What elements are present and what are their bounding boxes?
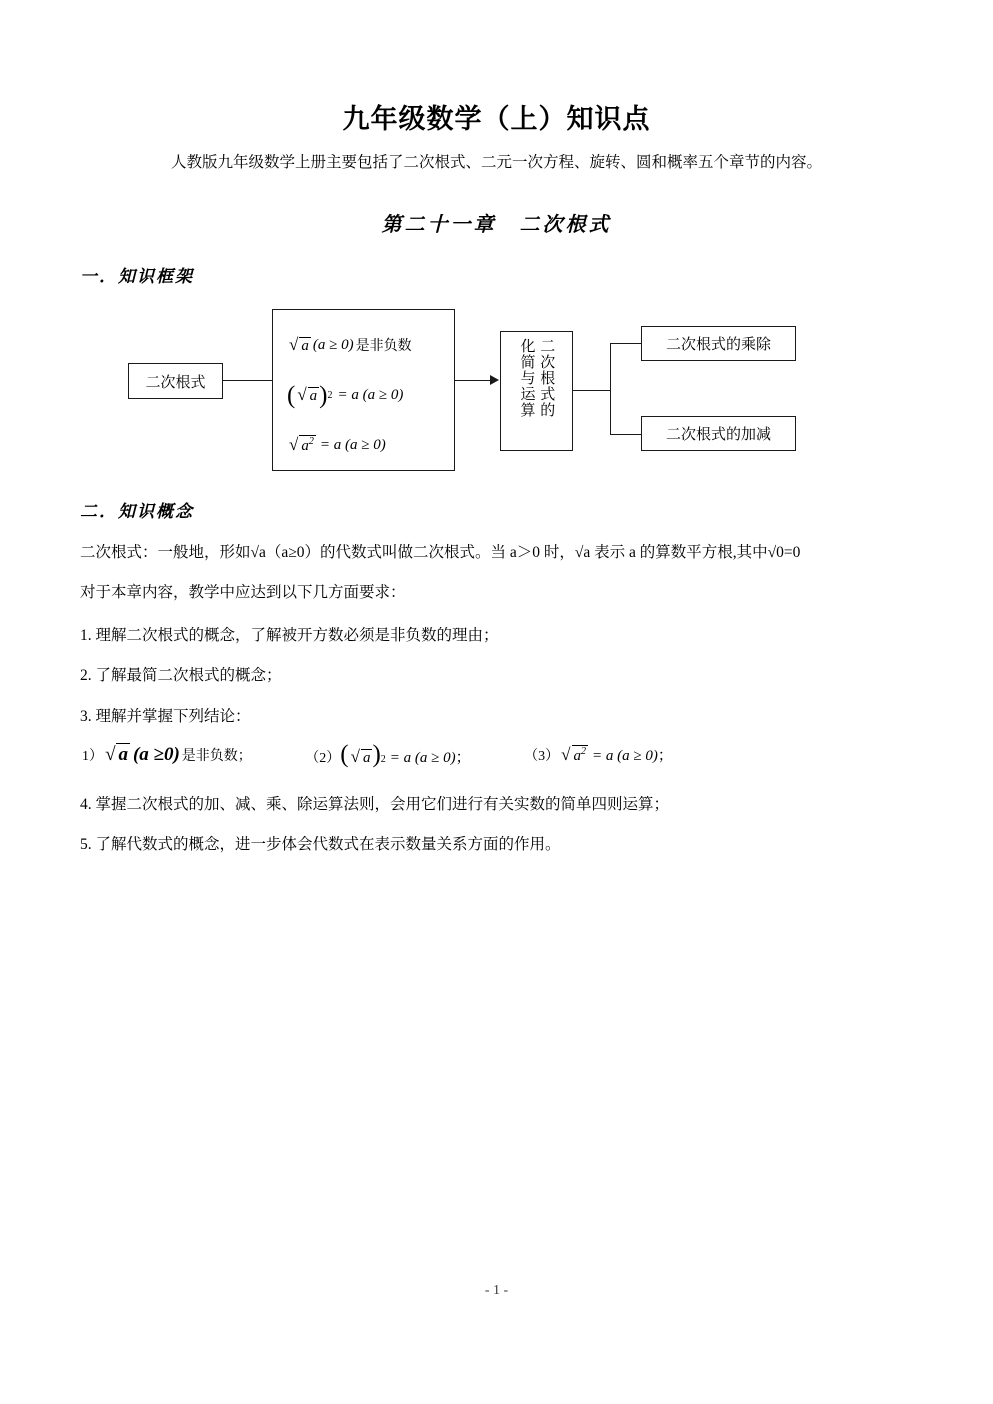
conclusion-1-tail: 是非负数； (181, 747, 252, 763)
section-heading-knowledge-framework: 一．知识框架 (80, 267, 194, 287)
page-number-footer: - 1 - (484, 1283, 509, 1298)
concept-requirement-intro: 对于本章内容，教学中应达到以下几方面要求： (80, 584, 406, 601)
connector-bracket-to-mul (610, 343, 642, 344)
diagram-box-multiplication-division (641, 326, 796, 361)
diagram-formula-line-1 (287, 320, 454, 370)
branch-bottom-label: 二次根式的加减 (665, 426, 771, 443)
bracket-vertical (610, 343, 611, 435)
formula-2-exponent: 2 (327, 389, 333, 401)
formula-2-close-paren: ) (319, 381, 328, 409)
list-item: 4. 掌握二次根式的加、减、乘、除运算法则，会用它们进行有关实数的简单四则运算； (80, 796, 670, 813)
formula-3-equation: = a (a ≥ 0) (319, 436, 386, 453)
conclusion-2 (305, 742, 470, 767)
sqrt-icon: √ a (105, 744, 128, 765)
formula-2-equation: = a (a ≥ 0) (337, 386, 404, 403)
arrow-head-icon (490, 375, 499, 385)
formula-1-condition: (a ≥ 0) (312, 336, 354, 353)
connector-root-to-formulas (222, 380, 272, 381)
conclusions-formula-row (82, 742, 942, 786)
diagram-formula-line-2 (287, 370, 454, 420)
diagram-box-formulas (272, 309, 455, 471)
core-column-right: 二次根式的 (538, 338, 556, 418)
sqrt-icon: √ a (289, 335, 309, 354)
conclusion-2-semicolon: ； (455, 750, 471, 766)
page-title: 九年级数学（上）知识点 (342, 104, 651, 135)
formula-1-tail: 是非负数 (355, 337, 412, 353)
diagram-box-root-label: 二次根式 (145, 373, 206, 391)
concept-definition: 二次根式：一般地，形如√a（a≥0）的代数式叫做二次根式。当 a＞0 时，√a 表示 a 的算数平方根,其中√0=0 (80, 544, 801, 561)
diagram-formula-line-3 (287, 420, 454, 470)
conclusion-2-close-paren: ) (372, 741, 381, 768)
sqrt-icon: √ $a^2$ (289, 435, 314, 454)
conclusion-3-equation: = a (a ≥ 0) (592, 748, 658, 764)
conclusion-1 (82, 743, 252, 766)
sqrt-icon: √ a (297, 385, 318, 404)
conclusion-1-number: 1） (82, 749, 103, 764)
connector-bracket-to-add (610, 434, 642, 435)
conclusion-3-number: （3） (524, 749, 560, 764)
list-item: 2. 了解最简二次根式的概念； (80, 667, 282, 684)
formula-2-open-paren: ( (287, 381, 296, 409)
conclusion-2-exponent: 2 (380, 754, 386, 765)
diagram-box-addition-subtraction (641, 416, 796, 451)
chapter-title: 第二十一章 二次根式 (381, 212, 612, 236)
connector-formulas-to-core (455, 380, 491, 381)
conclusion-3-semicolon: ； (657, 748, 673, 764)
conclusion-3 (524, 744, 673, 765)
sqrt-icon: √ $a^2$ (561, 745, 586, 764)
conclusion-2-number: （2） (305, 751, 341, 766)
sqrt-icon: √ a (350, 747, 371, 766)
diagram-box-quadratic-radical (128, 363, 223, 399)
conclusion-2-open-paren: ( (340, 741, 349, 768)
branch-top-label: 二次根式的乘除 (665, 336, 771, 353)
diagram-box-simplify-and-operate (500, 331, 573, 451)
connector-core-to-bracket (573, 390, 611, 391)
document-subtitle: 人教版九年级数学上册主要包括了二次根式、二元一次方程、旋转、圆和概率五个章节的内容。 (170, 154, 822, 171)
conclusion-2-equation: = a (a ≥ 0) (389, 750, 456, 766)
list-item: 5. 了解代数式的概念，进一步体会代数式在表示数量关系方面的作用。 (80, 836, 561, 853)
core-column-left: 化简与运算 (518, 338, 536, 418)
list-item: 1. 理解二次根式的概念，了解被开方数必须是非负数的理由； (80, 627, 499, 644)
section-heading-knowledge-concepts: 二．知识概念 (80, 502, 194, 522)
conclusion-1-condition: (a ≥0) (132, 744, 180, 765)
list-item: 3. 理解并掌握下列结论： (80, 708, 251, 725)
